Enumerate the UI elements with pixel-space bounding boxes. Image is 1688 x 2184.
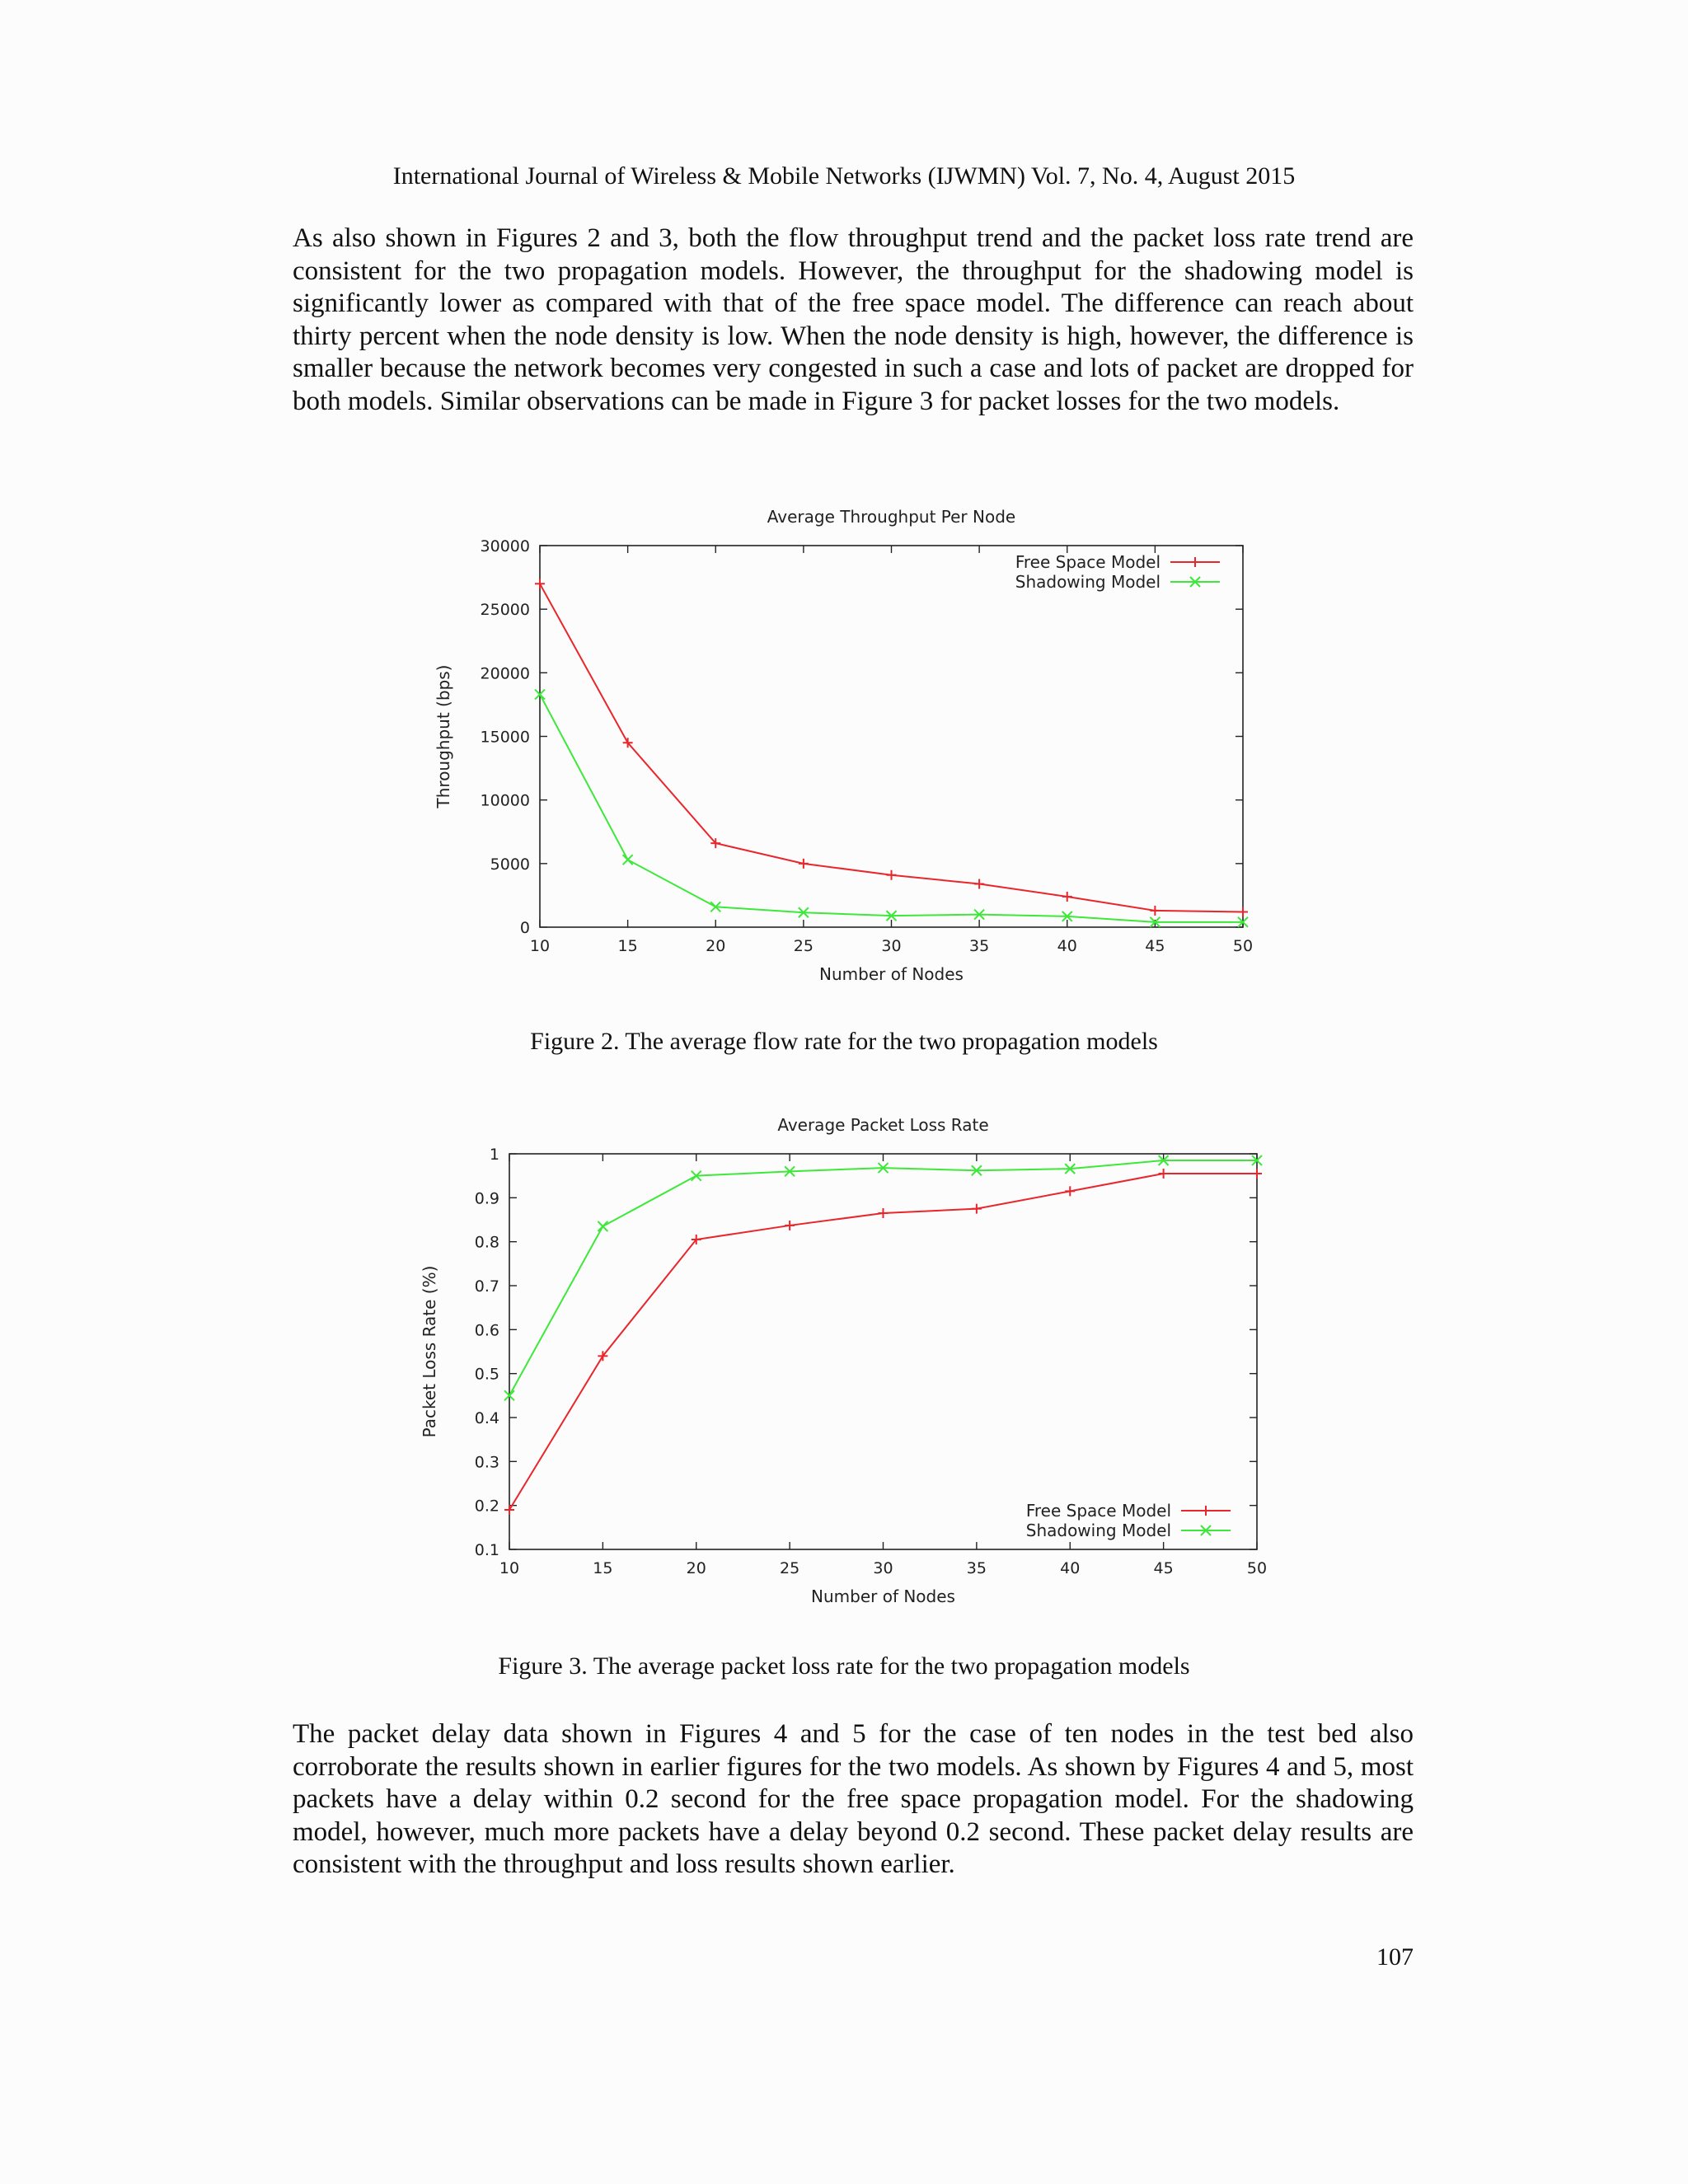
y-axis-label: Packet Loss Rate (%) (420, 1265, 439, 1438)
x-tick-label: 25 (793, 937, 814, 955)
y-tick-label: 0.1 (474, 1541, 499, 1559)
series-line-free-space (509, 1174, 1257, 1510)
figure-2-caption: Figure 2. The average flow rate for the two propagation models (530, 1028, 1158, 1055)
x-axis-label: Number of Nodes (819, 964, 964, 984)
y-tick-label: 20000 (480, 664, 530, 683)
x-tick-label: 35 (969, 937, 990, 955)
x-tick-label: 25 (780, 1559, 800, 1577)
x-tick-label: 30 (881, 937, 902, 955)
x-tick-label: 45 (1145, 937, 1165, 955)
y-tick-label: 30000 (480, 537, 530, 555)
legend-label: Free Space Model (1025, 1501, 1171, 1521)
data-point (785, 1221, 795, 1230)
y-axis-label: Throughput (bps) (434, 664, 453, 808)
y-tick-label: 15000 (480, 728, 530, 747)
figure-3-caption: Figure 3. The average packet loss rate for the two propagation models (498, 1652, 1190, 1680)
legend-label: Free Space Model (1015, 552, 1160, 572)
paragraph-delay: The packet delay data shown in Figures 4 and 5 for the case of ten nodes in the test bed also corroborate the results shown in earlier figures for the two models. As shown by Figures 4 and 5, most packets have a delay within 0.2 second for the free space propagation model. For the shadowing model, however, much more packets have a delay beyond 0.2 second. These packet delay results are consistent with the throughput and loss results shown earlier. (293, 1719, 1414, 1879)
x-tick-label: 35 (966, 1559, 987, 1577)
chart-title: Average Packet Loss Rate (777, 1115, 989, 1135)
legend-label: Shadowing Model (1025, 1521, 1171, 1540)
x-tick-label: 20 (706, 937, 726, 955)
legend-label: Shadowing Model (1015, 572, 1160, 592)
y-tick-label: 0.6 (474, 1321, 499, 1340)
data-point (1159, 1169, 1169, 1179)
x-tick-label: 40 (1060, 1559, 1081, 1577)
y-tick-label: 1 (489, 1146, 499, 1164)
y-tick-label: 10000 (480, 791, 530, 810)
y-tick-label: 0.2 (474, 1497, 499, 1516)
x-tick-label: 50 (1232, 937, 1254, 955)
x-tick-label: 15 (593, 1559, 613, 1577)
y-tick-label: 0.8 (474, 1233, 499, 1252)
x-tick-label: 20 (686, 1559, 706, 1577)
legend-marker (1201, 1506, 1211, 1516)
x-tick-label: 15 (617, 937, 638, 955)
x-tick-label: 30 (873, 1559, 893, 1577)
y-tick-label: 0.3 (474, 1453, 499, 1472)
data-point (1252, 1169, 1262, 1179)
journal-header: International Journal of Wireless & Mobile Networks (IJWMN) Vol. 7, No. 4, August 2015 (392, 162, 1296, 190)
data-point (972, 1204, 982, 1214)
y-tick-label: 0 (519, 919, 530, 937)
x-tick-label: 45 (1153, 1559, 1174, 1577)
x-axis-label: Number of Nodes (811, 1586, 955, 1606)
y-tick-label: 0.9 (474, 1189, 499, 1208)
page-number: 107 (1376, 1943, 1414, 1971)
x-tick-label: 10 (499, 1559, 520, 1577)
y-tick-label: 0.7 (474, 1277, 499, 1296)
paragraph-intro: As also shown in Figures 2 and 3, both the flow throughput trend and the packet loss rate trend are consistent for the two propagation models. However, the throughput for the shadowing model is significantly lower as compared with that of the free space model. The difference can reach about thirty percent when the node density is low. When the node density is high, however, the difference is smaller because the network becomes very congested in such a case and lots of packet are dropped for both models. Similar observations can be made in Figure 3 for packet losses for the two models. (293, 223, 1414, 416)
x-tick-label: 40 (1057, 937, 1077, 955)
data-point (1065, 1186, 1075, 1196)
data-point (879, 1208, 889, 1218)
chart-title: Average Throughput Per Node (767, 507, 1016, 527)
x-tick-label: 10 (529, 937, 551, 955)
data-point (598, 1221, 607, 1231)
y-tick-label: 0.5 (474, 1365, 499, 1384)
y-tick-label: 25000 (480, 601, 530, 620)
data-point (504, 1505, 514, 1515)
x-tick-label: 50 (1246, 1559, 1268, 1577)
y-tick-label: 0.4 (474, 1409, 499, 1427)
series-line-shadowing (509, 1160, 1257, 1395)
y-tick-label: 5000 (490, 855, 530, 874)
